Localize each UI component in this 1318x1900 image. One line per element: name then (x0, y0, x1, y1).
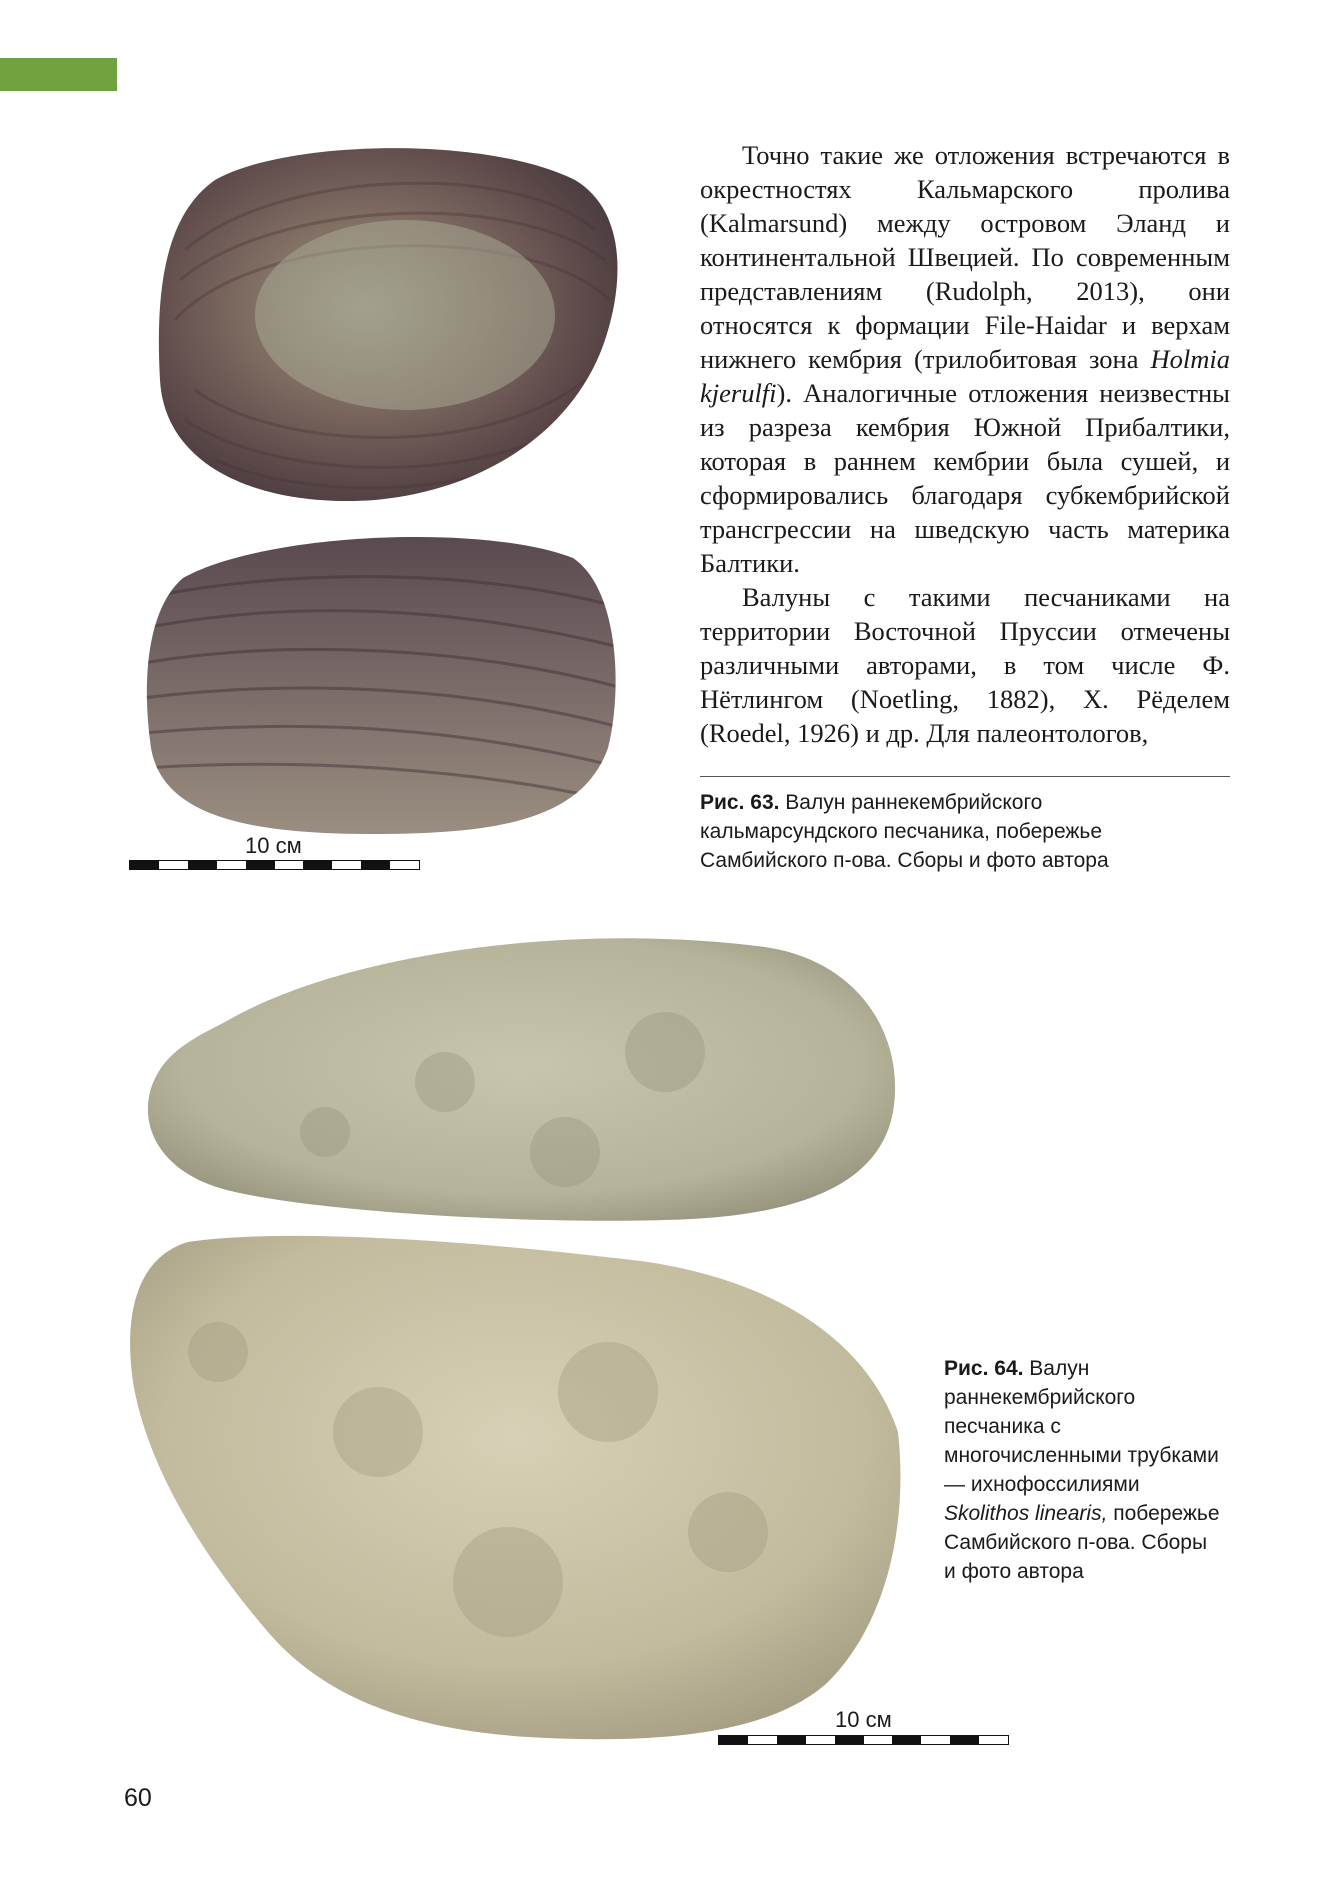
fig63-scale-label: 10 см (245, 833, 302, 858)
paragraph-2: Валуны с такими песчаниками на территории Восточной Пруссии отмечены различными авторами, в том числе Ф. Нётлингом (Noetling, 1882), Х. Рёделем (Roedel, 1926) и др. Для палеонтологов, (700, 582, 1230, 748)
fig63-boulder-bottom-photo (143, 528, 623, 836)
fig63-caption: Рис. 63. Валун раннекембрийского кальмарсундского песчаника, побережье Самбийского п-ова. Сборы и фото автора (700, 791, 1109, 872)
fig63-boulder-top-photo (155, 140, 625, 508)
caption-divider (700, 776, 1230, 777)
fig64-scale-ruler (718, 1735, 1009, 1745)
fig64-caption: Рис. 64. Валун раннекембрийского песчаника с многочисленными трубками — ихнофоссилиями Skolithos linearis, побережье Самбийского п-ова. Сборы и фото автора (944, 1357, 1220, 1583)
main-body-text (700, 138, 1230, 750)
fig64-boulder-top-photo (145, 932, 901, 1224)
fig63-scale-ruler (129, 860, 420, 870)
paragraph-1: Точно такие же отложения встречаются в окрестностях Кальмарского пролива (Kalmarsund) между островом Эланд и континентальной Швецией. По современным представлениям (Rudolph, 2013), они относятся к формации File-Haidar и верхам нижнего кембрия (трилобитовая зона Holmia kjerulfi). Аналогичные отложения неизвестны из разреза кембрия Южной Прибалтики, которая в раннем кембрии была сушей, и сформировались благодаря субкембрийской трансгрессии на шведскую часть материка Балтики. (700, 140, 1230, 578)
section-color-tab (0, 58, 117, 91)
fig64-scale-label: 10 см (835, 1707, 892, 1732)
fig64-boulder-bottom-photo (128, 1232, 904, 1742)
page-number: 60 (124, 1784, 152, 1812)
